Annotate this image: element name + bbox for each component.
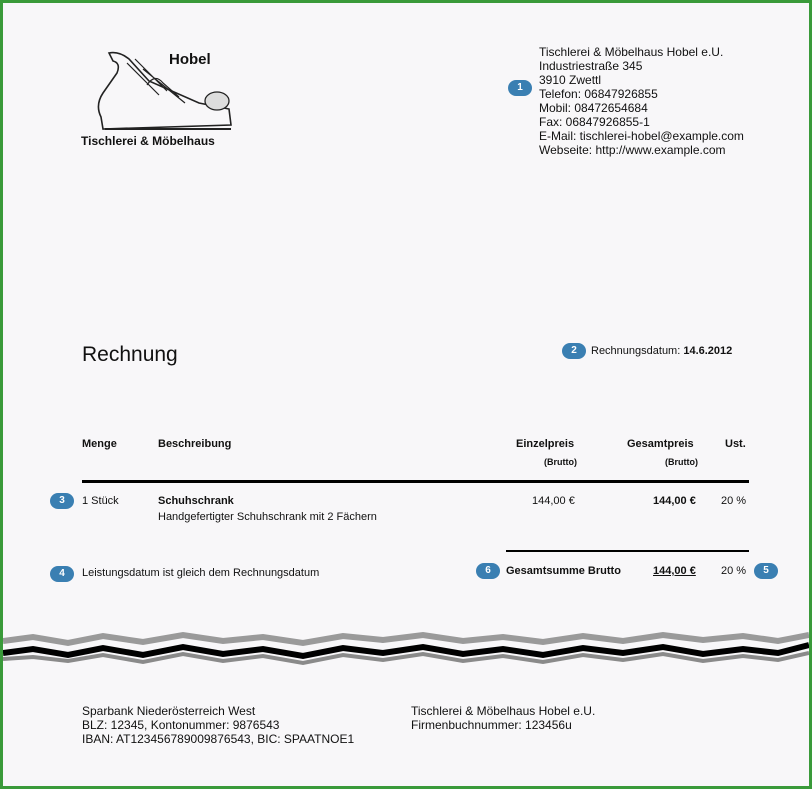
invoice-date-label: Rechnungsdatum: xyxy=(591,345,681,357)
row-menge: 1 Stück xyxy=(82,495,119,507)
annotation-badge-5: 5 xyxy=(754,563,778,579)
torn-page-separator xyxy=(3,631,809,671)
sender-line: Webseite: http://www.example.com xyxy=(539,143,726,157)
header-gesamtpreis: Gesamtpreis xyxy=(627,438,694,450)
sender-line: E-Mail: tischlerei-hobel@example.com xyxy=(539,129,744,143)
sender-line: Industriestraße 345 xyxy=(539,59,643,73)
row-item-description: Handgefertigter Schuhschrank mit 2 Fächern xyxy=(158,511,377,523)
sender-line: Mobil: 08472654684 xyxy=(539,101,648,115)
total-label: Gesamtsumme Brutto xyxy=(506,565,621,577)
invoice-date xyxy=(591,345,732,357)
table-header-rule xyxy=(82,480,749,483)
header-ust: Ust. xyxy=(725,438,746,450)
row-ust: 20 % xyxy=(721,495,747,507)
sender-line: Telefon: 06847926855 xyxy=(539,87,658,101)
invoice-date-value: 14.6.2012 xyxy=(683,345,733,357)
footer-company-details xyxy=(411,704,595,732)
total-value: 144,00 € xyxy=(653,565,696,577)
total-ust: 20 % xyxy=(721,565,747,577)
logo-name: Hobel xyxy=(169,51,211,68)
annotation-badge-6: 6 xyxy=(476,563,500,579)
header-beschreibung: Beschreibung xyxy=(158,438,232,450)
footer-bank-line: IBAN: AT123456789009876543, BIC: SPAATNOE1 xyxy=(82,732,355,746)
annotation-badge-1: 1 xyxy=(508,80,532,96)
footer-bank-line: BLZ: 12345, Kontonummer: 9876543 xyxy=(82,718,280,732)
header-menge: Menge xyxy=(82,438,117,450)
header-einzelpreis-sub: (Brutto) xyxy=(544,457,577,467)
footer-bank-details xyxy=(82,704,354,746)
row-gesamtpreis: 144,00 € xyxy=(653,495,696,507)
footer-company-line: Tischlerei & Möbelhaus Hobel e.U. xyxy=(411,704,596,718)
row-item-name: Schuhschrank xyxy=(158,495,234,507)
row-einzelpreis: 144,00 € xyxy=(532,495,575,507)
footer-bank-line: Sparbank Niederösterreich West xyxy=(82,704,256,718)
document-title: Rechnung xyxy=(82,343,178,366)
leistungsdatum-note: Leistungsdatum ist gleich dem Rechnungsdatum xyxy=(82,567,320,579)
annotation-badge-3: 3 xyxy=(50,493,74,509)
logo-subtitle: Tischlerei & Möbelhaus xyxy=(81,134,215,148)
annotation-badge-2: 2 xyxy=(562,343,586,359)
sender-line: Tischlerei & Möbelhaus Hobel e.U. xyxy=(539,45,724,59)
sender-line: Fax: 06847926855-1 xyxy=(539,115,650,129)
totals-rule xyxy=(506,550,749,552)
annotation-badge-4: 4 xyxy=(50,566,74,582)
hand-plane-icon xyxy=(89,45,239,133)
sender-address xyxy=(539,45,744,157)
footer-company-line: Firmenbuchnummer: 123456u xyxy=(411,718,572,732)
sender-line: 3910 Zwettl xyxy=(539,73,602,87)
header-gesamtpreis-sub: (Brutto) xyxy=(665,457,698,467)
company-logo xyxy=(81,43,241,153)
header-einzelpreis: Einzelpreis xyxy=(516,438,575,450)
